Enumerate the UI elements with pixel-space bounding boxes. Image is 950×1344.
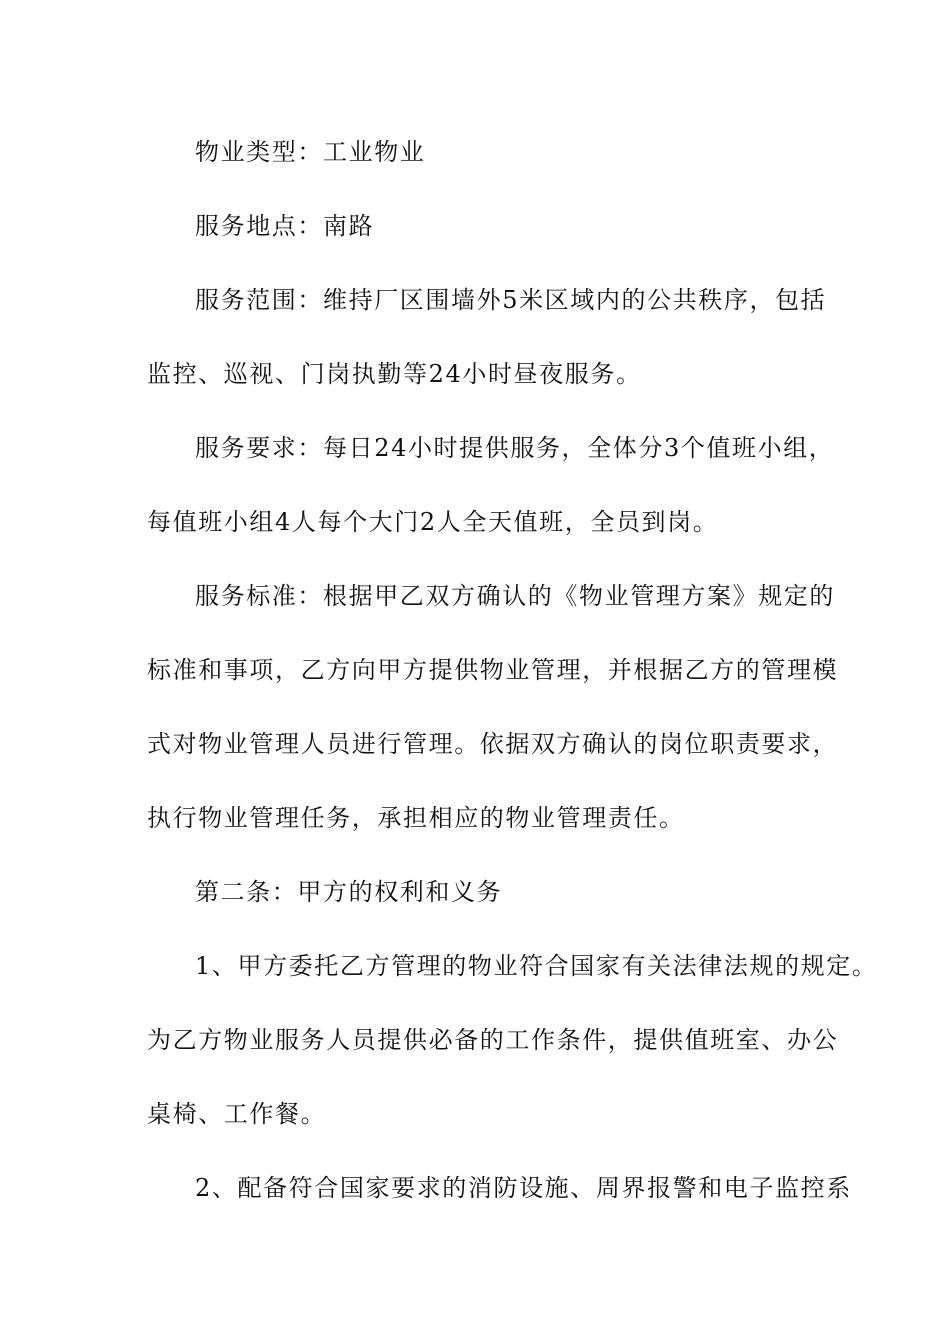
property-type-line: 物业类型：工业物业	[195, 138, 426, 166]
section-heading: 第二条：甲方的权利和义务	[195, 878, 503, 906]
service-requirement-line-1: 服务要求：每日24小时提供服务，全体分3个值班小组，	[195, 434, 835, 462]
service-requirement-line-2: 每值班小组4人每个大门2人全天值班，全员到岗。	[147, 508, 719, 536]
service-standard-line-1: 服务标准：根据甲乙双方确认的《物业管理方案》规定的	[195, 582, 835, 610]
service-standard-line-2: 标准和事项，乙方向甲方提供物业管理，并根据乙方的管理模	[147, 656, 839, 684]
service-scope-line-2: 监控、巡视、门岗执勤等24小时昼夜服务。	[147, 360, 642, 388]
service-scope-line-1: 服务范围：维持厂区围墙外5米区域内的公共秩序，包括	[195, 286, 827, 314]
clause-1-line-1: 1、甲方委托乙方管理的物业符合国家有关法律法规的规定。	[195, 952, 878, 980]
service-standard-line-3: 式对物业管理人员进行管理。依据双方确认的岗位职责要求，	[147, 730, 839, 758]
clause-2-line-1: 2、配备符合国家要求的消防设施、周界报警和电子监控系	[195, 1174, 852, 1202]
service-location-line: 服务地点：南路	[195, 212, 375, 240]
clause-1-line-3: 桌椅、工作餐。	[147, 1100, 327, 1128]
service-standard-line-4: 执行物业管理任务，承担相应的物业管理责任。	[147, 804, 685, 832]
clause-1-line-2: 为乙方物业服务人员提供必备的工作条件，提供值班室、办公	[147, 1026, 839, 1054]
